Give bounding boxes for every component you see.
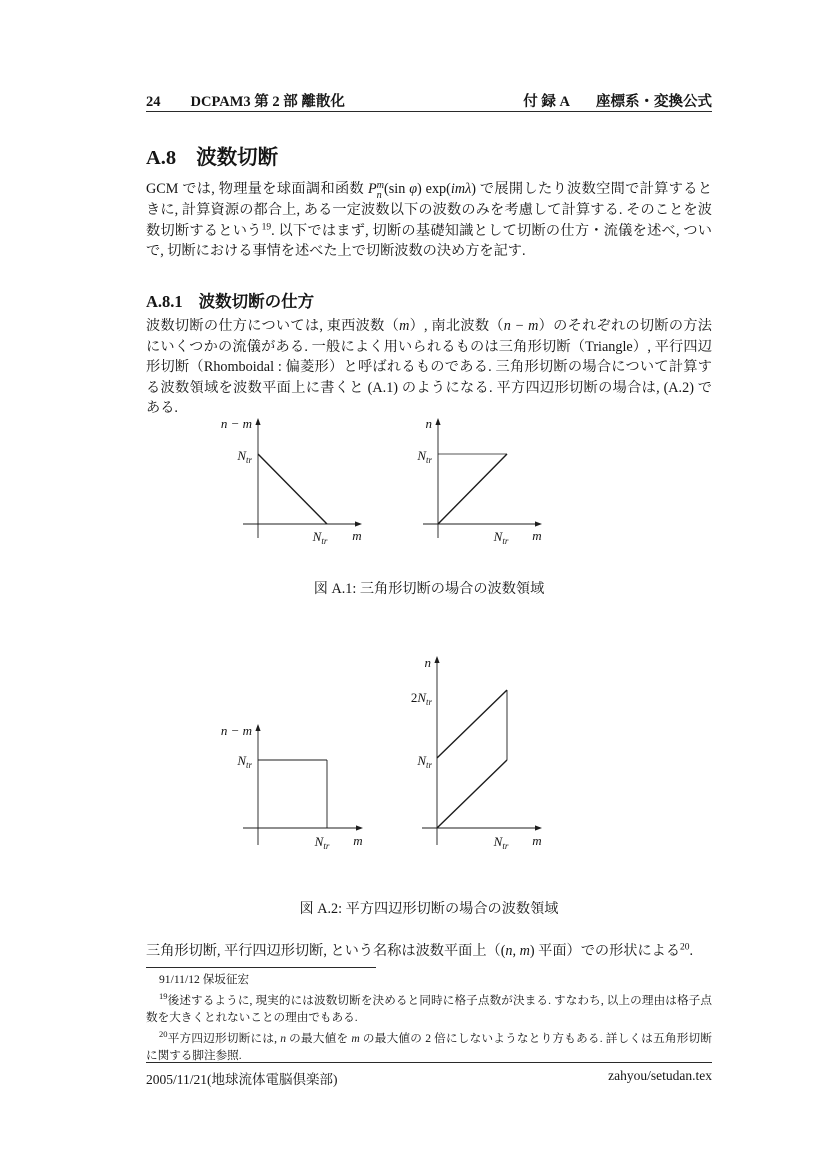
footnote-20-math-m: m [351,1031,360,1045]
header-right-title: 座標系・変換公式 [596,94,712,110]
section-number: A.8 [146,147,177,169]
fig1-left-y-arrowhead [255,418,260,425]
footnote-20-marker: 20 [159,1028,168,1039]
fig1-right-x-label: m [532,528,542,543]
page-footer [146,1068,712,1088]
footnote-ref-20: 20 [680,942,690,953]
footnote-rule [146,967,376,968]
intro-text-2: で展開したり波数空間で計算するときに, 計算資源の都合上, ある一定波数以下の波数のみを考慮して計算する. そのことを波数切断するという [146,181,713,239]
naming-paragraph [146,941,712,962]
math-phi: φ [409,181,418,197]
fig2-right-y-label: n [424,655,431,670]
fig1-left-panel [221,416,362,546]
math-nm-plane: n, m [505,943,530,959]
fig1-right-x-arrowhead [535,521,542,526]
subsection-title: 波数切断の仕方 [198,292,315,311]
footnote-ref-19: 19 [261,222,272,233]
fig2-left-x-arrowhead [356,825,363,830]
page-header [146,90,712,111]
footnote-20-text-2: の最大値を [286,1031,352,1045]
fig1-right-ytick-Ntr: $N_{tr}$ [417,448,432,465]
fig2-left-y-label: n − m [220,723,252,738]
footer-rule [146,1062,712,1063]
footnote-20-text-3: の最大値の 2 倍にしないようなとり方もある. 詳しくは五角形切断に関する脚注参照. [146,1031,712,1062]
footnote-20-math-n: n [280,1031,287,1045]
truncation-methods-paragraph [146,316,712,419]
header-appendix-label: 付 録 A [523,94,570,110]
math-P-subscript: n [376,189,382,201]
intro-text-3: . 以下ではまず, 切断の基礎知識として切断の仕方・流儀を述べ, ついで, 切断における事情を述べた上で切断波数の決め方を記す. [146,222,712,260]
fig2-left-panel [221,723,363,851]
footnotes-block [146,971,712,1064]
naming-text-1: 三角形切断, 平行四辺形切断, という名称は波数平面上（( [146,943,506,959]
footnote-date-line: 91/11/12 保坂征宏 [159,973,250,986]
fig1-left-xtick-Ntr: $N_{tr}$ [312,529,328,546]
fig1-left-ytick-Ntr: $N_{tr}$ [237,448,252,465]
fig1-right-truncation-line [438,454,507,524]
math-sin-open: (sin [384,181,410,197]
fig2-left-x-label: m [353,833,363,848]
fig2-left-y-arrowhead [255,724,260,731]
footnote-19-text: 後述するように, 現実的には波数切断を決めると同時に格子点数が決まる. すなわち, 以上の理由は格子点数を大きくとれないことの理由でもある. [146,993,712,1024]
fig2-right-x-arrowhead [535,825,542,830]
section-heading [146,140,712,170]
fig2-left-ytick-Ntr: $N_{tr}$ [237,753,252,770]
header-right [523,90,712,111]
footer-filename: zahyou/setudan.tex [608,1068,712,1083]
how-text-2: ）, 南北波数（ [409,318,504,334]
figure-a1-diagram [200,414,560,554]
fig1-right-xtick-Ntr: $N_{tr}$ [493,529,509,546]
fig2-right-ytick-2Ntr: $2N_{tr}$ [410,690,432,707]
fig1-left-truncation-line [258,454,327,524]
section-title: 波数切断 [196,147,279,169]
math-nm-northsouth: n − m [503,318,539,334]
math-close-paren: ) [471,181,476,197]
figure-a2-caption: 図 A.2: 平方四辺形切断の場合の波数領域 [299,901,559,917]
header-rule [146,111,712,112]
fig1-left-x-arrowhead [355,521,362,526]
fig2-right-bottom-diagonal [437,760,507,828]
naming-text-2: ) 平面）での形状による [529,943,681,959]
page-number: 24 [146,94,161,110]
math-P-indices [377,181,384,200]
subsection-number: A.8.1 [146,292,183,311]
fig2-right-x-label: m [532,833,542,848]
footer-date-club: 2005/11/21(地球流体電脳倶楽部) [146,1072,338,1087]
how-text-3: ）のそれぞれの切断の方法にいくつかの流儀がある. 一般によく用いられるものは三角形切断（Triangle）, 平行四辺形切断（Rhomboidal : 偏菱形）と呼ばれるものである. 三角形切断の場合について計算する波数領域を波数平面上に書くと (A.1) のようになる. 平方四辺形切断の場合は, (A.2) である. [146,318,712,417]
figure-a1-caption: 図 A.1: 三角形切断の場合の波数領域 [313,581,545,597]
footnote-19-marker: 19 [159,991,168,1001]
footnote-19 [146,988,712,1026]
how-text-1: 波数切断の仕方については, 東西波数（ [146,318,400,334]
math-P-superscript: m [376,179,384,191]
header-left [146,90,345,111]
fig2-left-xtick-Ntr: $N_{tr}$ [314,834,330,851]
math-P: P [367,181,377,197]
fig1-left-y-label: n − m [220,416,252,431]
footnote-20-text-1: 平方四辺形切断には, [167,1031,281,1045]
fig2-right-ytick-Ntr: $N_{tr}$ [417,753,432,770]
fig2-right-xtick-Ntr: $N_{tr}$ [493,834,509,851]
intro-text-1: GCM では, 物理量を球面調和函数 [146,181,368,197]
subsection-heading [146,288,712,312]
fig1-right-y-label: n [425,416,432,431]
fig1-right-panel [416,416,542,546]
naming-text-3: . [689,943,694,959]
fig1-right-y-arrowhead [435,418,440,425]
math-m-eastwest: m [399,318,410,334]
fig2-right-top-diagonal [437,690,507,758]
fig1-left-x-label: m [352,528,362,543]
header-left-title: DCPAM3 第 2 部 離散化 [190,94,345,110]
fig2-right-y-arrowhead [434,656,439,663]
math-im-lambda: imλ [450,181,472,197]
fig2-right-panel [411,655,542,851]
figure-a2-diagram [195,648,555,860]
footnote-20 [146,1026,712,1064]
math-exp-open: ) exp( [417,181,451,197]
intro-paragraph [146,179,712,262]
